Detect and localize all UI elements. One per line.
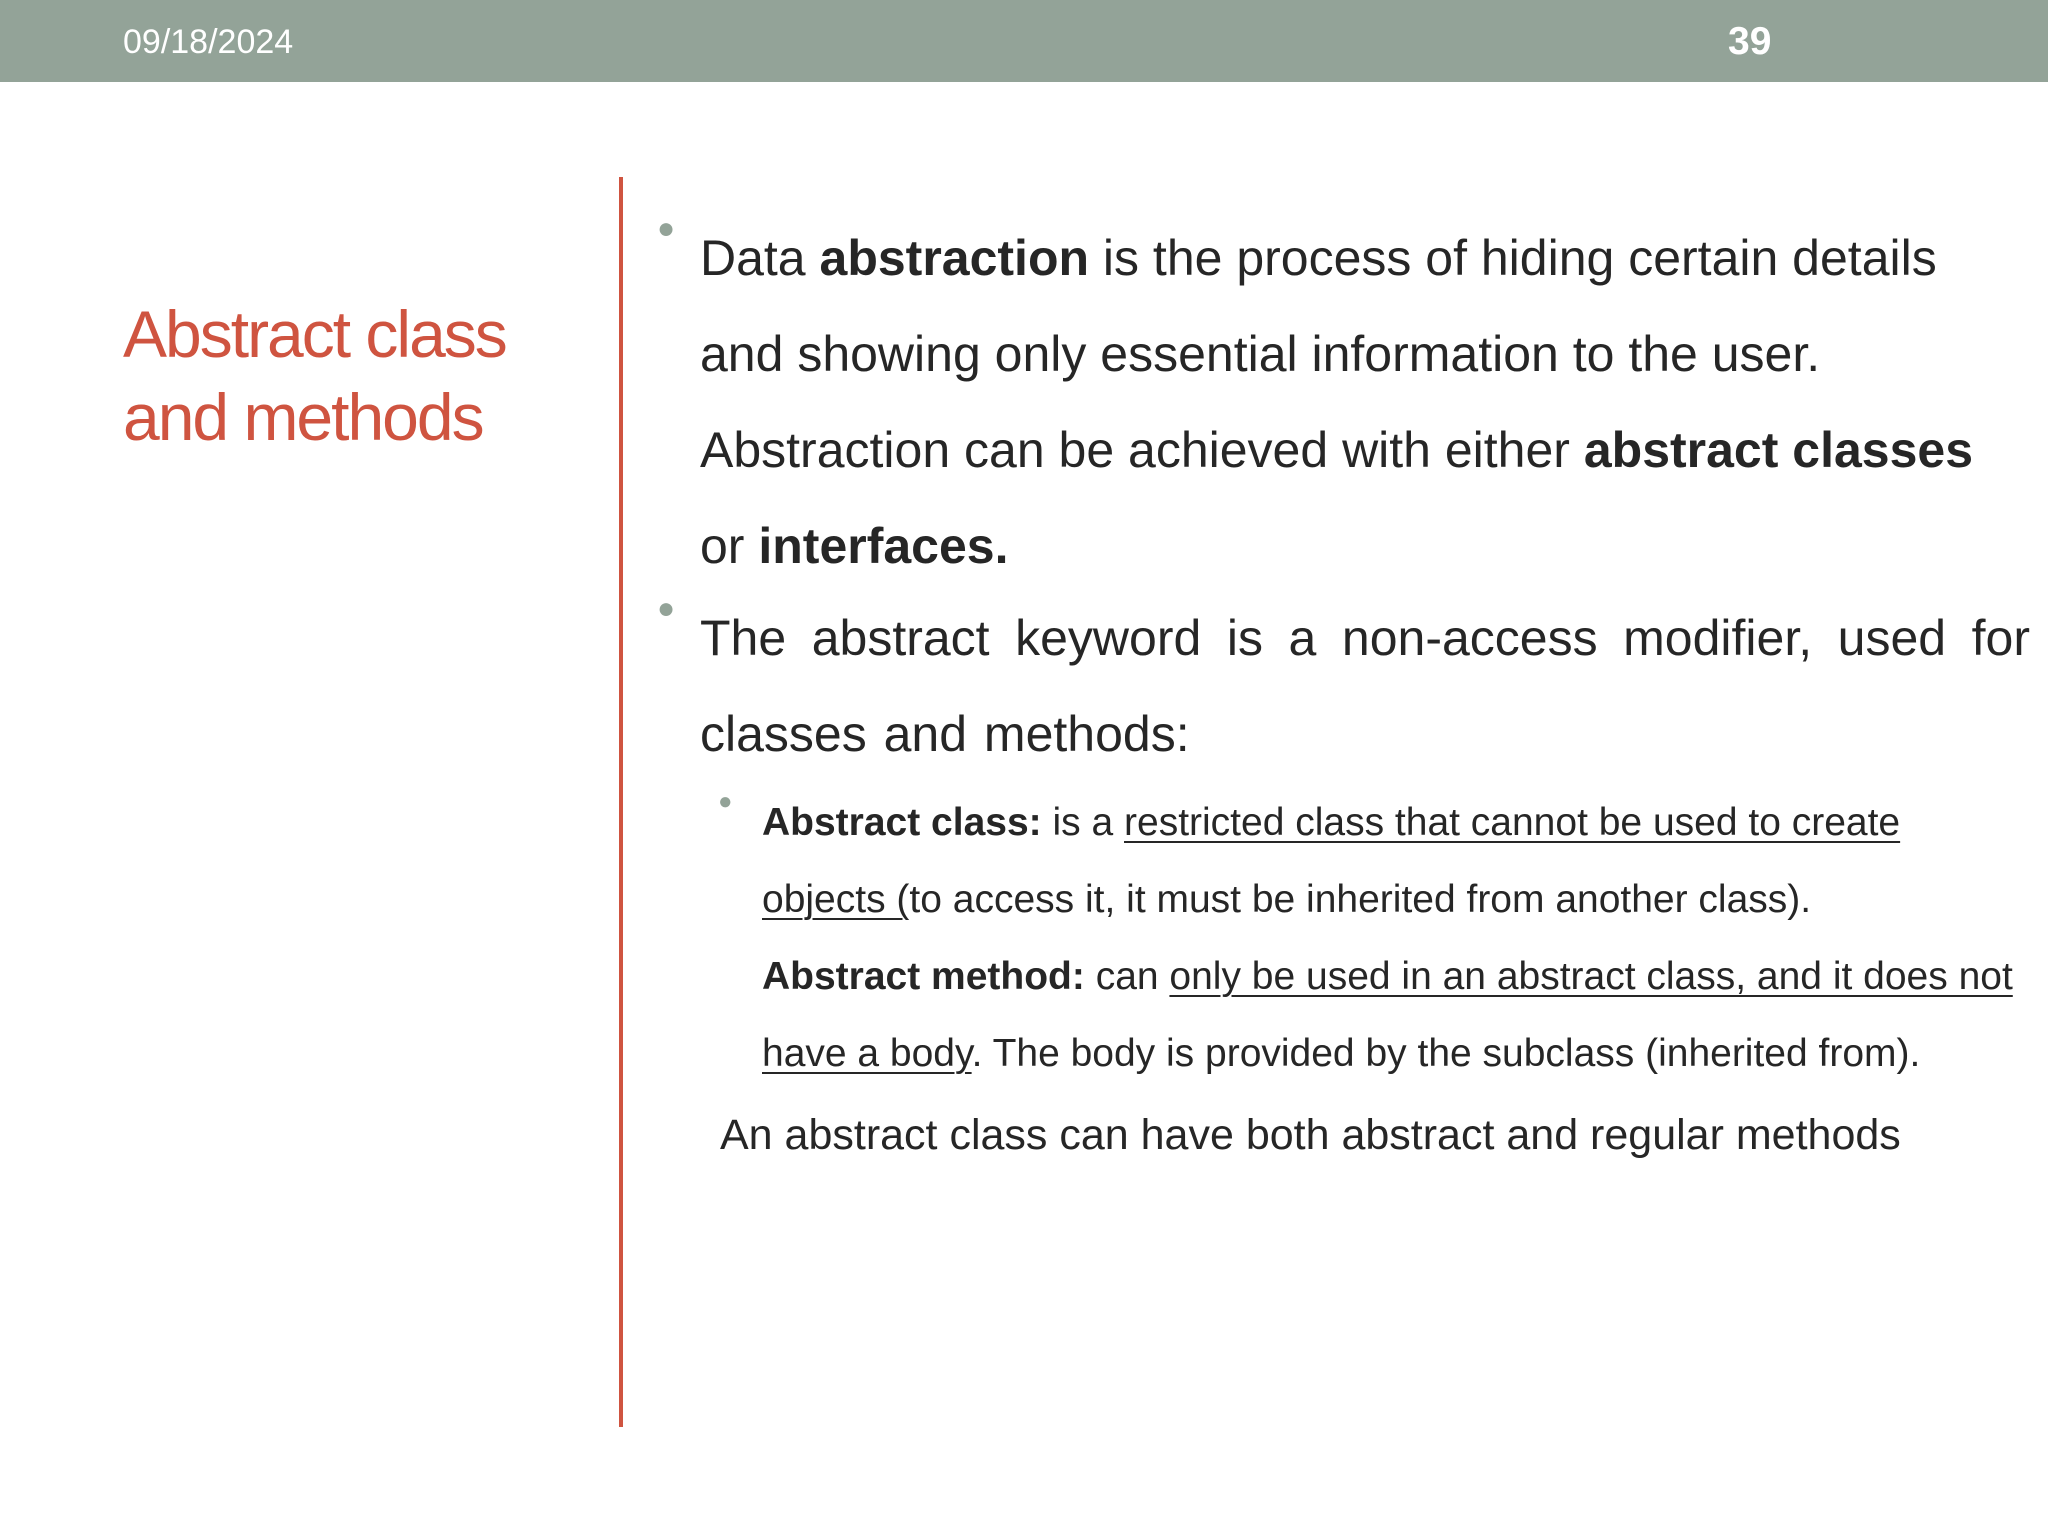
sub-bullet-text — [762, 784, 2030, 938]
bullet-continuation — [700, 402, 2030, 594]
slide-title-line-1: Abstract class — [123, 297, 506, 371]
header-bar — [0, 0, 2048, 82]
sub-bullet-continuation — [762, 938, 2030, 1092]
underlined-text: only be used in an abstract class, and it does not have a body — [762, 955, 2013, 1075]
bold-label-abstract-method: Abstract method: — [762, 955, 1085, 998]
bullet-text: The abstract keyword is a non-access modifier, used for classes and methods: — [700, 610, 2030, 762]
text-run: to access it, it must be inherited from another class). — [909, 878, 1812, 921]
bullet-abstract-keyword — [650, 590, 2030, 782]
slide-title-line-2: and methods — [123, 380, 483, 454]
text-run: is the process of hiding certain details and showing only essential information to the user. — [700, 230, 1937, 382]
bullet-text — [700, 210, 2030, 402]
sub-bullet-abstract-class — [650, 784, 2030, 1092]
underlined-text: restricted class that cannot be used to create objects ( — [762, 801, 1901, 921]
bullet-data-abstraction — [650, 210, 2030, 594]
text-run: Abstraction can be achieved with either — [700, 422, 1584, 478]
text-run: . The body is provided by the subclass (inherited from). — [971, 1032, 1921, 1075]
bold-label-abstract-class: Abstract class: — [762, 801, 1042, 844]
text-run: is a — [1041, 801, 1125, 844]
bold-term-interfaces: interfaces. — [758, 518, 1009, 574]
sub-bullet-dot-icon: ● — [718, 788, 733, 815]
slide-content — [650, 210, 2030, 1170]
slide-date: 09/18/2024 — [123, 23, 294, 61]
bold-term-abstraction: abstraction — [819, 230, 1090, 286]
slide-number: 39 — [1728, 20, 1772, 63]
bullet-dot-icon: ● — [657, 212, 676, 245]
vertical-divider — [619, 177, 623, 1427]
slide-title — [123, 293, 583, 459]
text-run: or — [700, 518, 759, 574]
text-run: Data — [700, 230, 820, 286]
footer-note: An abstract class can have both abstract and regular methods — [720, 1111, 1901, 1159]
bullet-dot-icon: ● — [657, 592, 676, 625]
text-run: can — [1084, 955, 1170, 998]
bold-term-abstract-classes: abstract classes — [1583, 422, 1974, 478]
